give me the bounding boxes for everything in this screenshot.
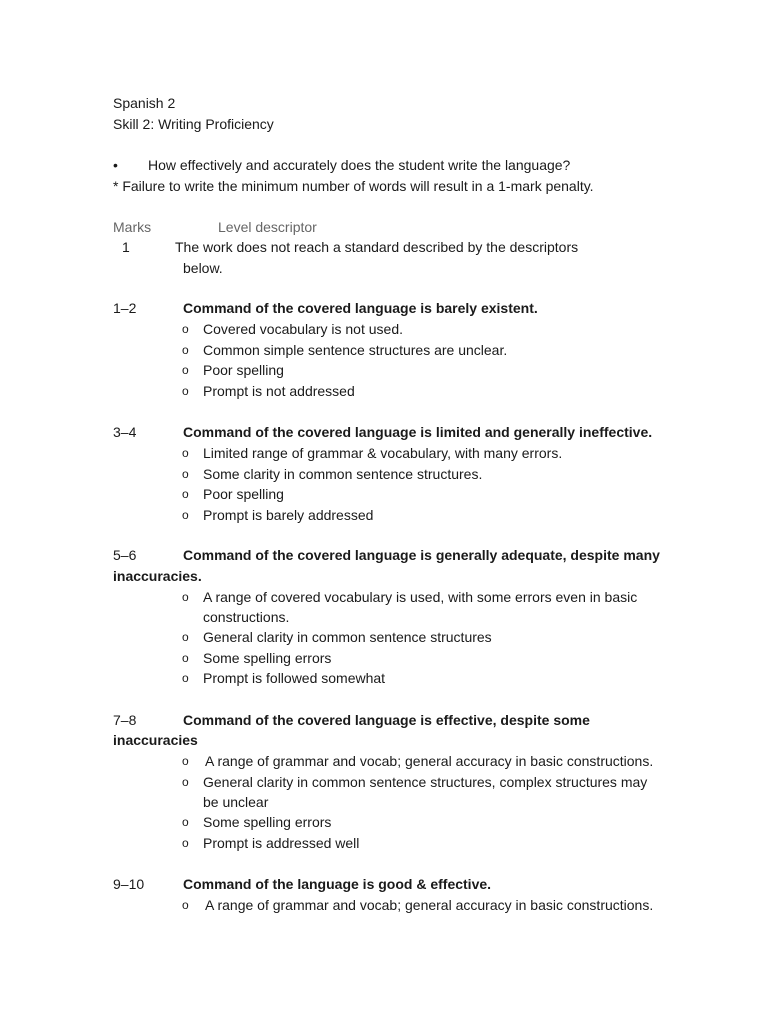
- level-5-6-item: Prompt is followed somewhat: [203, 670, 386, 686]
- level-3-4-item: Some clarity in common sentence structures.: [203, 466, 483, 482]
- intro-question: How effectively and accurately does the student write the language?: [148, 157, 571, 173]
- level-1-2-item: Prompt is not addressed: [203, 383, 355, 399]
- intro-bullet: •: [113, 157, 118, 173]
- bullet-marker: o: [182, 815, 189, 829]
- level-1-2-item: Common simple sentence structures are unclear.: [203, 342, 508, 358]
- level-5-6-item: General clarity in common sentence structures: [203, 629, 492, 645]
- level-1-descriptor-cont: below.: [183, 260, 223, 276]
- level-3-4-heading: Command of the covered language is limited and generally ineffective.: [183, 424, 653, 440]
- level-7-8-heading-cont: inaccuracies: [113, 732, 198, 748]
- bullet-marker: o: [182, 446, 189, 460]
- level-5-6-item: A range of covered vocabulary is used, with some errors even in basic: [203, 589, 638, 605]
- skill-title: Skill 2: Writing Proficiency: [113, 116, 274, 132]
- bullet-marker: o: [182, 775, 189, 789]
- level-7-8-item-cont: be unclear: [203, 794, 269, 810]
- level-5-6-heading-cont: inaccuracies.: [113, 568, 202, 584]
- level-7-8-heading: Command of the covered language is effective, despite some: [183, 712, 590, 728]
- bullet-marker: o: [182, 508, 189, 522]
- bullet-marker: o: [182, 651, 189, 665]
- bullet-marker: o: [182, 343, 189, 357]
- bullet-marker: o: [182, 590, 189, 604]
- marks-column-header: Marks: [113, 219, 152, 235]
- level-7-8-item: Some spelling errors: [203, 814, 332, 830]
- level-1-2-heading: Command of the covered language is barely existent.: [183, 300, 538, 316]
- level-1-2-item: Poor spelling: [203, 362, 284, 378]
- level-3-4-item: Poor spelling: [203, 486, 284, 502]
- bullet-marker: o: [182, 671, 189, 685]
- bullet-marker: o: [182, 467, 189, 481]
- level-5-6-item: Some spelling errors: [203, 650, 332, 666]
- level-3-4-item: Prompt is barely addressed: [203, 507, 374, 523]
- bullet-marker: o: [182, 630, 189, 644]
- course-title: Spanish 2: [113, 95, 176, 111]
- level-7-8-marks: 7–8: [113, 712, 137, 728]
- level-9-10-marks: 9–10: [113, 876, 145, 892]
- level-5-6-item-cont: constructions.: [203, 609, 290, 625]
- bullet-marker: o: [182, 363, 189, 377]
- level-5-6-marks: 5–6: [113, 547, 137, 563]
- level-9-10-heading: Command of the language is good & effective.: [183, 876, 492, 892]
- bullet-marker: o: [182, 898, 189, 912]
- level-5-6-heading: Command of the covered language is generally adequate, despite many: [183, 547, 660, 563]
- bullet-marker: o: [182, 322, 189, 336]
- level-7-8-item: A range of grammar and vocab; general accuracy in basic constructions.: [205, 753, 654, 769]
- level-9-10-item: A range of grammar and vocab; general accuracy in basic constructions.: [205, 897, 654, 913]
- descriptor-column-header: Level descriptor: [218, 219, 317, 235]
- level-1-2-item: Covered vocabulary is not used.: [203, 321, 403, 337]
- level-7-8-item: Prompt is addressed well: [203, 835, 360, 851]
- intro-note: * Failure to write the minimum number of words will result in a 1-mark penalty.: [113, 178, 594, 194]
- bullet-marker: o: [182, 487, 189, 501]
- level-1-2-marks: 1–2: [113, 300, 137, 316]
- level-1-descriptor: The work does not reach a standard described by the descriptors: [175, 239, 579, 255]
- level-7-8-item: General clarity in common sentence structures, complex structures may: [203, 774, 648, 790]
- level-3-4-marks: 3–4: [113, 424, 137, 440]
- bullet-marker: o: [182, 754, 189, 768]
- bullet-marker: o: [182, 836, 189, 850]
- level-1-marks: 1: [122, 239, 130, 255]
- bullet-marker: o: [182, 384, 189, 398]
- level-3-4-item: Limited range of grammar & vocabulary, with many errors.: [203, 445, 563, 461]
